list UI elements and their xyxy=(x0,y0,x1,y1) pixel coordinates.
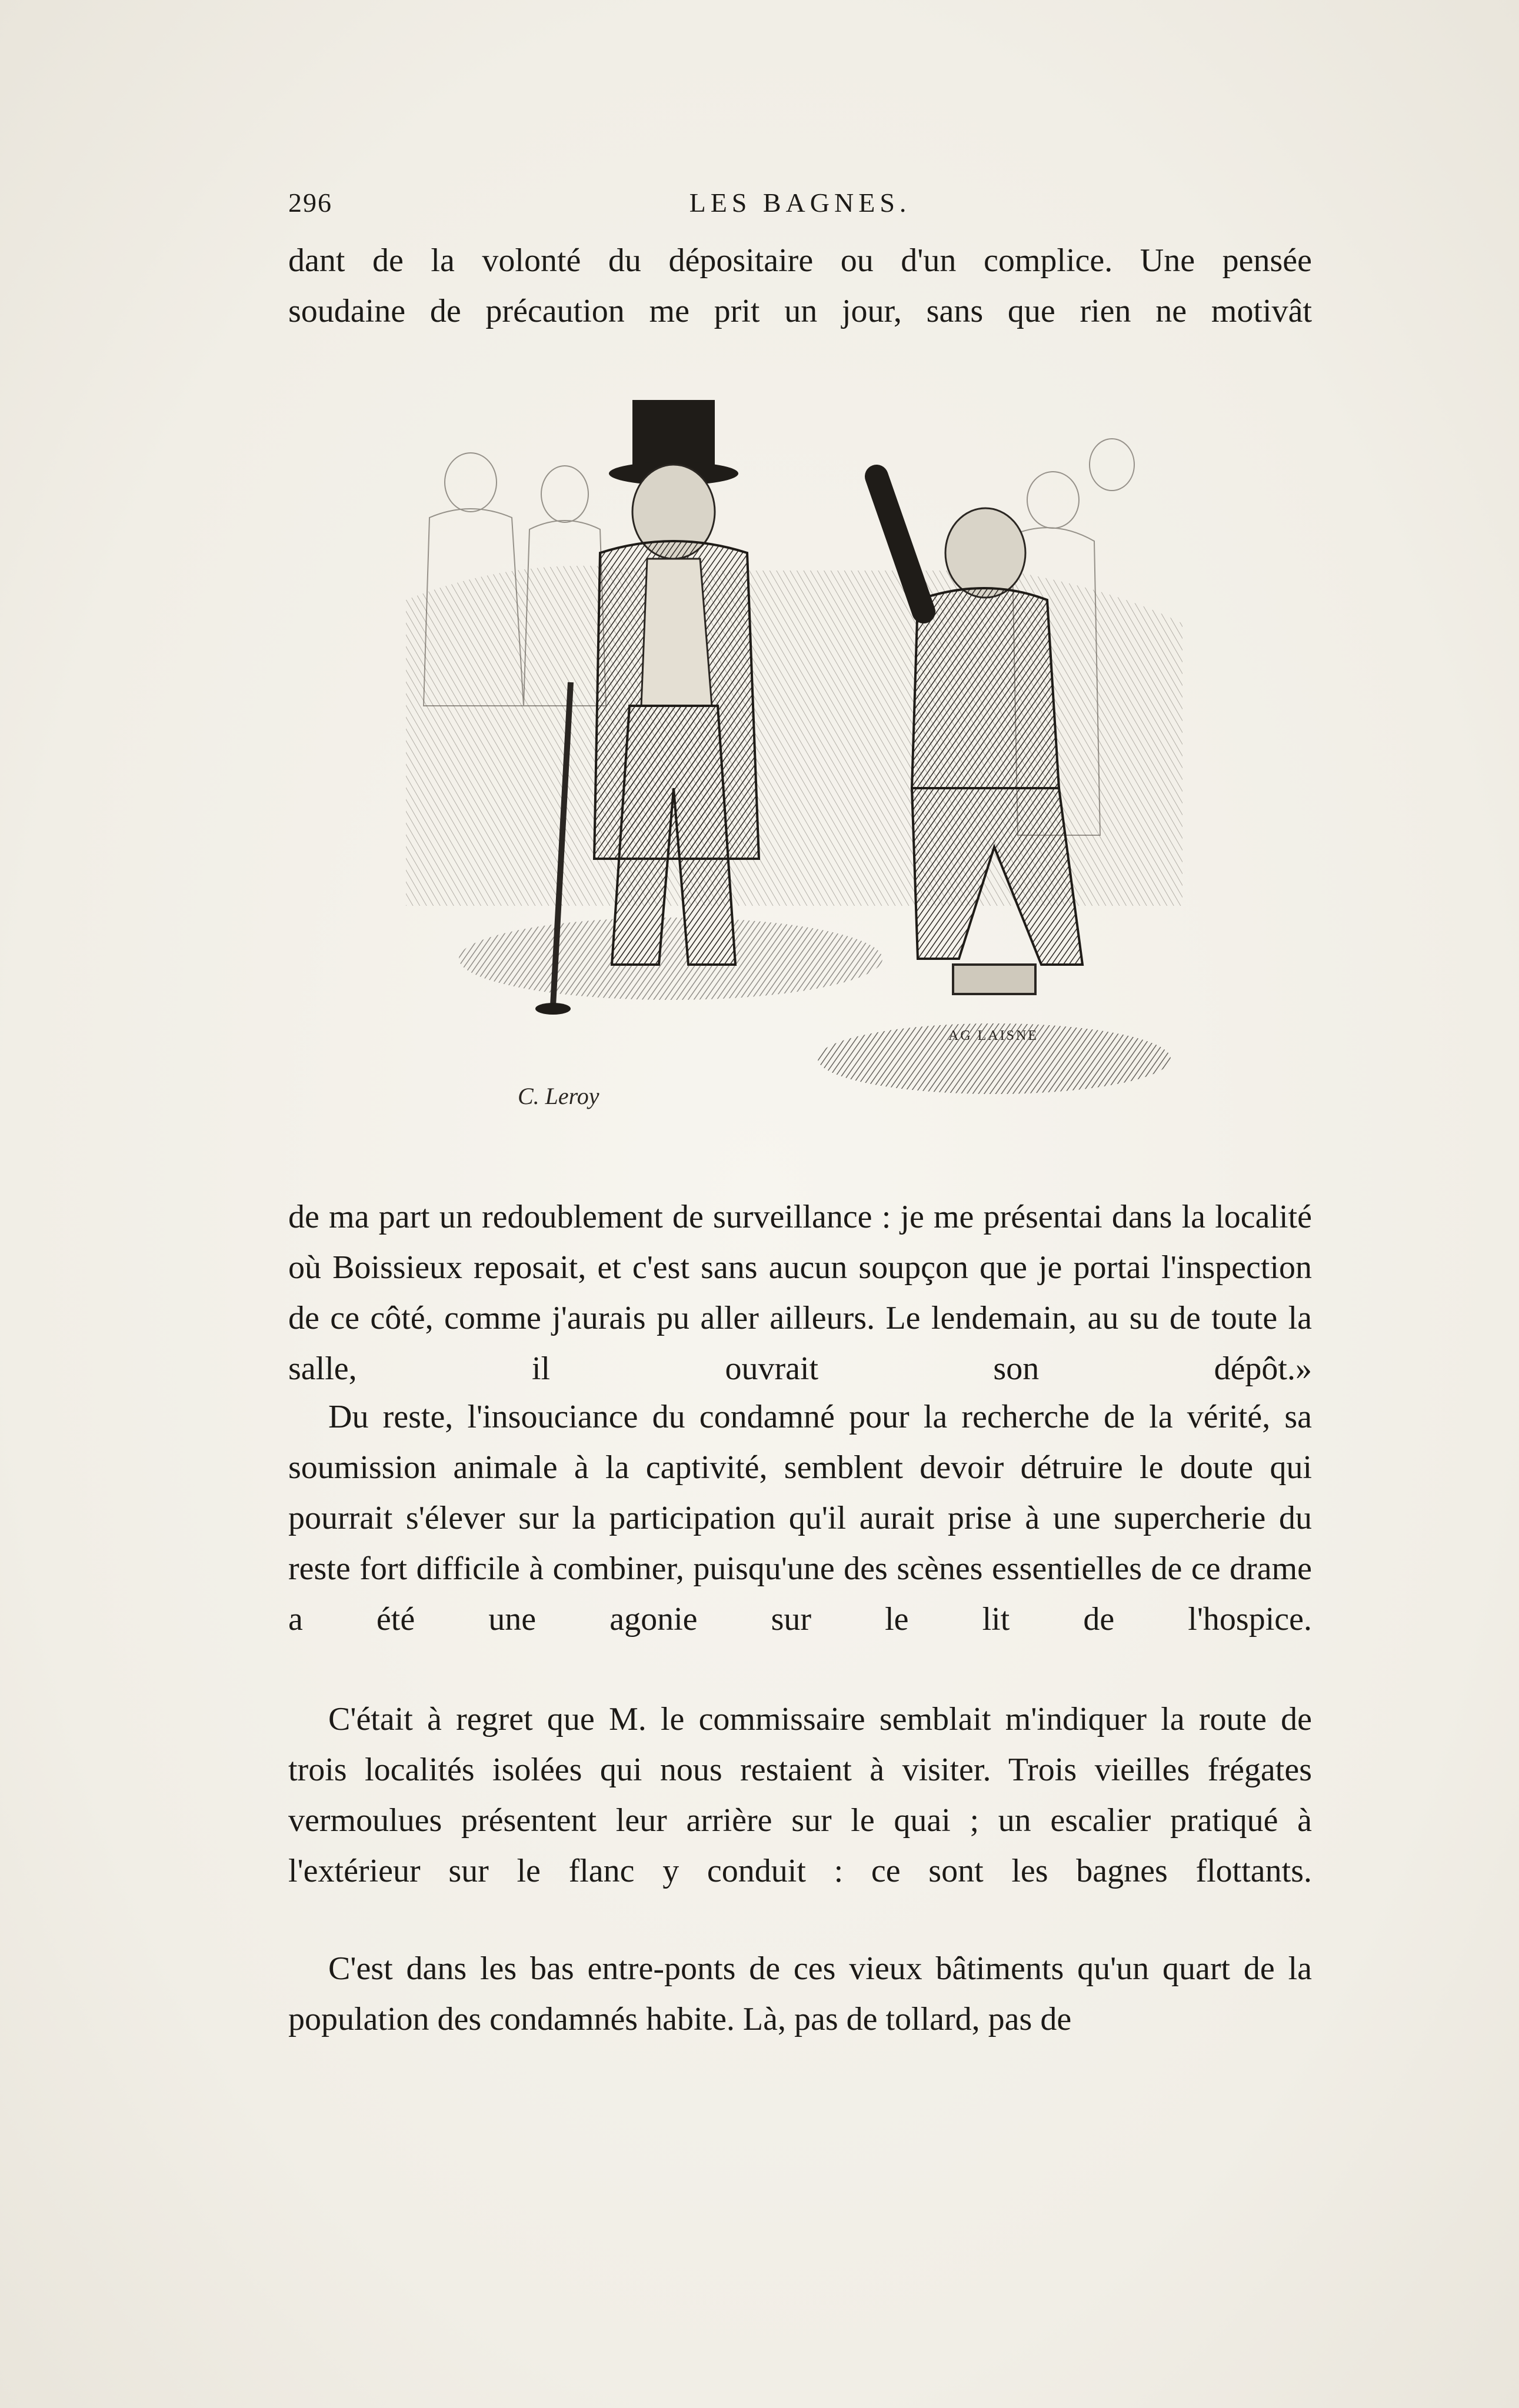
paragraph: C'était à regret que M. le commissaire semblait m'indiquer la route de trois localités isolées qui nous restaient à visiter. Trois vieilles frégates vermoulues présentent leur arrière sur le quai ; un escalier pratiqué à l'extérieur sur le flanc y conduit : ce sont les bagnes flottants. xyxy=(288,1701,1312,1889)
engraver-signature: AG LAISNE xyxy=(948,1028,1038,1043)
running-title: LES BAGNES. xyxy=(689,188,911,218)
brick xyxy=(953,965,1035,994)
paragraph-line: dant de la volonté du dépositaire ou d'un complice. Une pensée xyxy=(288,242,1312,279)
paragraph: Du reste, l'insouciance du condamné pour la recherche de la vérité, sa soumission animale à la captivité, semblent devoir détruire le doute qui pourrait s'élever sur la participation qu'il aurait prise à une supercherie du reste fort difficile à combiner, puisqu'une des scènes essentielles de ce drame a été une agonie sur le lit de l'hospice. xyxy=(288,1399,1312,1637)
engraving-figure xyxy=(406,376,1182,1129)
man-with-top-hat xyxy=(535,400,759,1015)
paragraph: C'est dans les bas entre-ponts de ces vieux bâtiments qu'un quart de la population des condamnés habite. Là, pas de tollard, pas de xyxy=(288,1950,1312,2037)
page-header xyxy=(288,187,1312,222)
paragraph: de ma part un redoublement de surveillance : je me présentai dans la localité où Boissieux reposait, et c'est sans aucun soupçon que je portai l'inspection de ce côté, comme j'aurais pu aller ailleurs. Le lendemain, au su de toute la salle, il ouvrait son dépôt.» xyxy=(288,1199,1312,1387)
artist-signature: C. Leroy xyxy=(518,1083,599,1109)
page-number: 296 xyxy=(288,188,332,218)
paragraph-line: soudaine de précaution me prit un jour, sans que rien ne motivât xyxy=(288,293,1312,329)
engraving-illustration xyxy=(406,376,1182,1129)
